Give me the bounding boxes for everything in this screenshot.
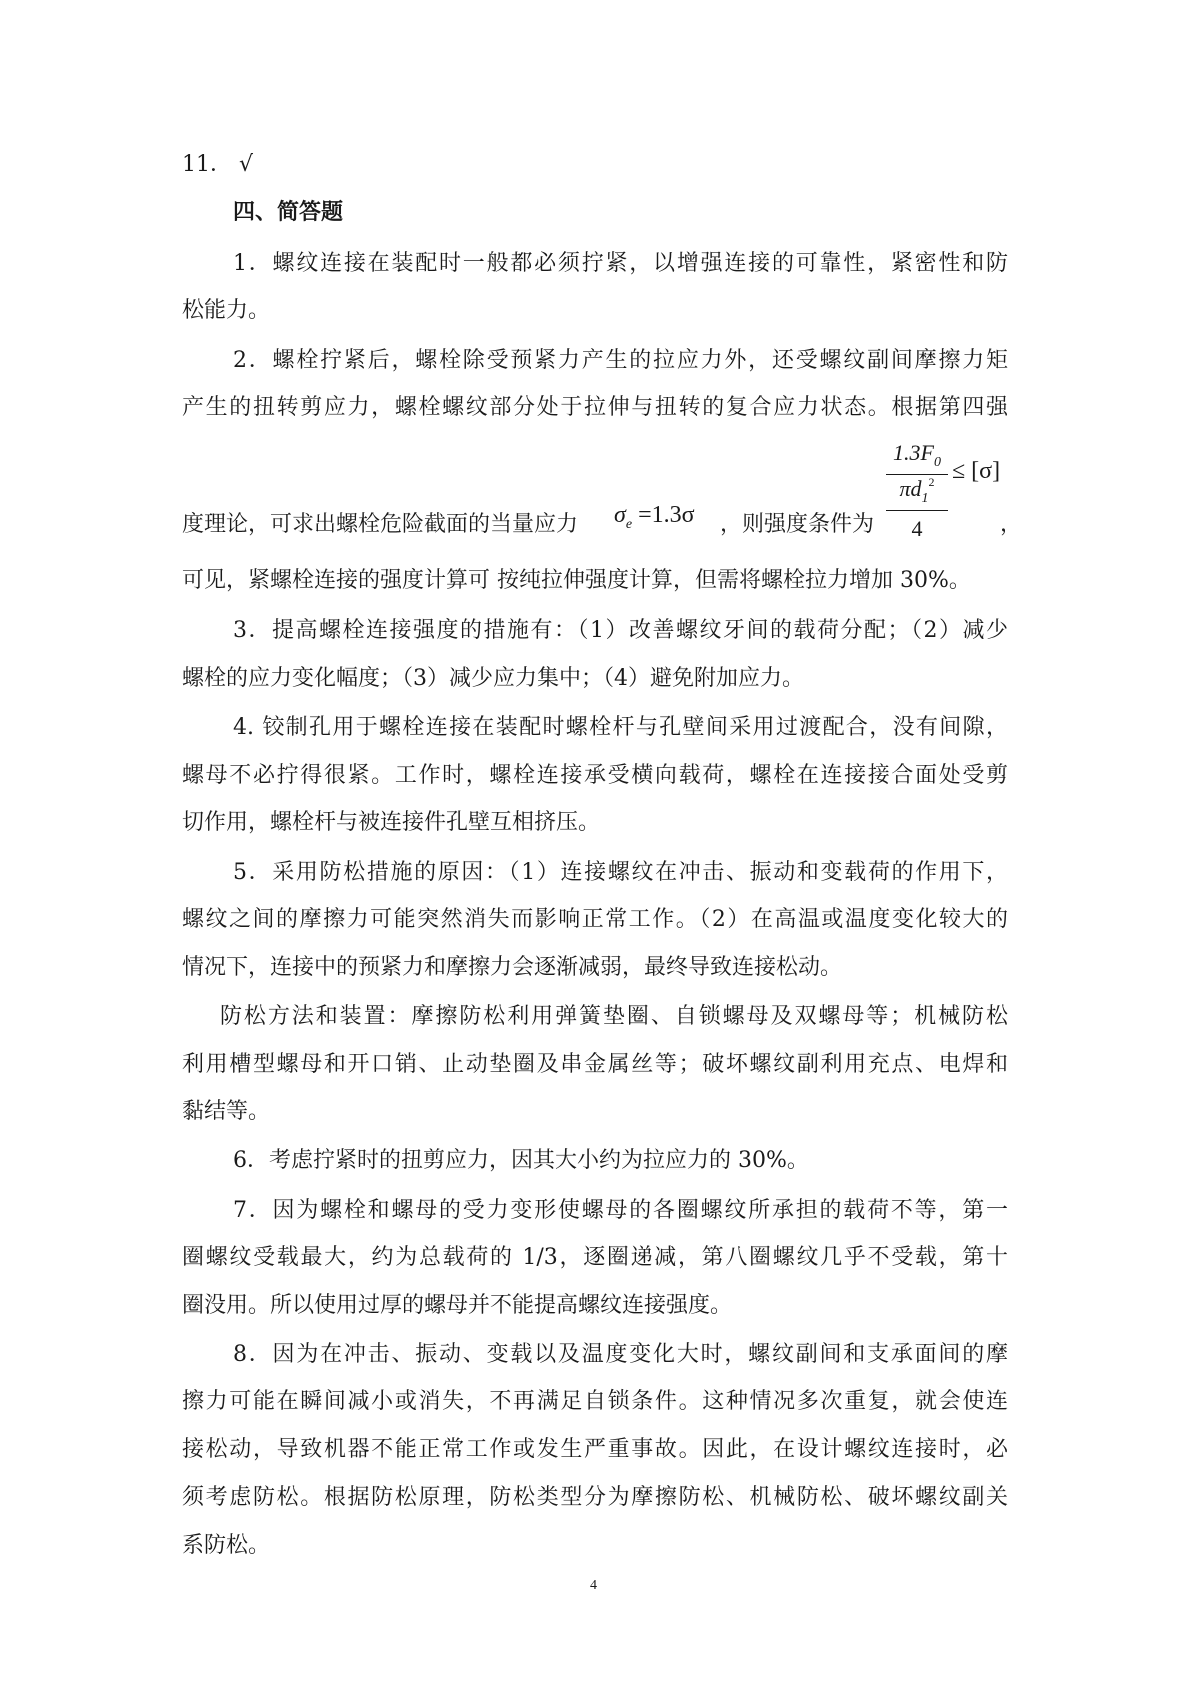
strength-condition-formula: $1.3F_0$ $\pi d_1^2$ 4 ≤ [σ] [886, 440, 1016, 550]
p5-line2: 螺纹之间的摩擦力可能突然消失而影响正常工作。（2）在高温或温度变化较大的 [182, 907, 1008, 932]
p2-line1: 2．螺栓拧紧后，螺栓除受预紧力产生的拉应力外，还受螺纹副间摩擦力矩 [233, 348, 1008, 373]
p1-line2: 松能力。 [182, 298, 271, 323]
p7-line2: 圈螺纹受载最大，约为总载荷的 1/3，逐圈递减，第八圈螺纹几乎不受载，第十 [182, 1245, 1008, 1270]
page-number: 4 [590, 1578, 597, 1593]
p2-line3c: ， [1000, 512, 1023, 537]
p5b-line3: 黏结等。 [182, 1099, 271, 1124]
equivalent-stress-formula: $\sigma_e =1.3\sigma$ [614, 502, 695, 532]
p4-line2: 螺母不必拧得很紧。工作时，螺栓连接承受横向载荷，螺栓在连接接合面处受剪 [182, 763, 1008, 788]
p2-line2: 产生的扭转剪应力，螺栓螺纹部分处于拉伸与扭转的复合应力状态。根据第四强 [182, 395, 1008, 420]
p8-line2: 擦力可能在瞬间减小或消失，不再满足自锁条件。这种情况多次重复，就会使连 [182, 1389, 1008, 1414]
p3-line2: 螺栓的应力变化幅度；（3）减少应力集中；（4）避免附加应力。 [182, 666, 804, 691]
p5-line3: 情况下，连接中的预紧力和摩擦力会逐渐减弱，最终导致连接松动。 [182, 955, 843, 980]
p2-line3b: ，则强度条件为 [720, 512, 875, 537]
p8-line1: 8．因为在冲击、振动、变载以及温度变化大时，螺纹副间和支承面间的摩 [233, 1342, 1008, 1367]
p1-line1: 1．螺纹连接在装配时一般都必须拧紧，以增强连接的可靠性，紧密性和防 [233, 251, 1008, 276]
p7-line3: 圈没用。所以使用过厚的螺母并不能提高螺纹连接强度。 [182, 1293, 733, 1318]
p2-line3a: 度理论，可求出螺栓危险截面的当量应力 [182, 512, 579, 537]
p8-line4: 须考虑防松。根据防松原理，防松类型分为摩擦防松、机械防松、破坏螺纹副关 [182, 1485, 1008, 1510]
p4-line3: 切作用，螺栓杆与被连接件孔壁互相挤压。 [182, 810, 601, 835]
p5b-line1: 防松方法和装置：摩擦防松利用弹簧垫圈、自锁螺母及双螺母等；机械防松 [220, 1004, 1008, 1029]
p8-line3: 接松动，导致机器不能正常工作或发生严重事故。因此，在设计螺纹连接时，必 [182, 1437, 1008, 1462]
p5-line1: 5．采用防松措施的原因：（1）连接螺纹在冲击、振动和变载荷的作用下， [233, 860, 1008, 885]
p5b-line2: 利用槽型螺母和开口销、止动垫圈及串金属丝等；破坏螺纹副利用充点、电焊和 [182, 1052, 1008, 1077]
p8-line5: 系防松。 [182, 1533, 271, 1558]
p7-line1: 7．因为螺栓和螺母的受力变形使螺母的各圈螺纹所承担的载荷不等，第一 [233, 1198, 1008, 1223]
section-heading: 四、简答题 [233, 199, 344, 225]
p2-line4: 可见，紧螺栓连接的强度计算可 按纯拉伸强度计算，但需将螺栓拉力增加 30%。 [182, 568, 971, 593]
p6-line1: 6．考虑拧紧时的扭剪应力，因其大小约为拉应力的 30%。 [233, 1148, 809, 1173]
answer-11: 11． √ [182, 152, 254, 177]
p3-line1: 3．提高螺栓连接强度的措施有：（1）改善螺纹牙间的载荷分配；（2）减少 [233, 618, 1008, 643]
p4-line1: 4. 铰制孔用于螺栓连接在装配时螺栓杆与孔壁间采用过渡配合，没有间隙， [233, 715, 1008, 740]
